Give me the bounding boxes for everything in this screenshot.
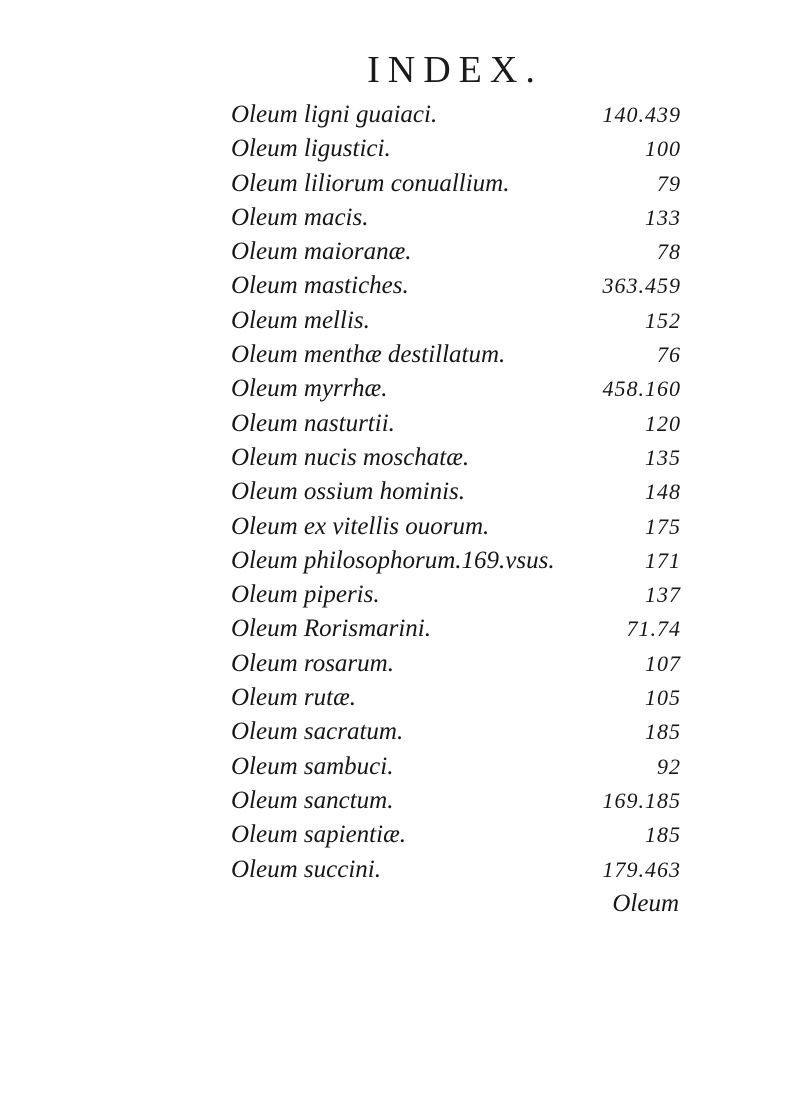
entry-page-ref: 175 [645,513,681,539]
entry-page-ref: 120 [645,410,681,436]
entry-name: Oleum philosophorum.169.vsus. [231,546,555,574]
index-entry [231,715,691,749]
index-entry [231,372,691,406]
entry-page-ref: 133 [645,204,681,230]
index-entry [231,475,691,509]
index-list [231,98,691,887]
entry-page-ref: 152 [645,307,681,333]
catchword: Oleum [612,890,679,917]
entry-page-ref: 76 [657,342,681,368]
entry-name: Oleum macis. [231,203,369,231]
entry-name: Oleum ossium hominis. [231,478,466,506]
entry-page-ref: 105 [645,685,681,711]
index-entry [231,338,691,372]
entry-name: Oleum nucis moschatæ. [231,443,470,471]
entry-page-ref: 185 [645,822,681,848]
entry-page-ref: 458.160 [602,376,681,402]
page-heading: INDEX. [367,49,543,91]
entry-page-ref: 135 [645,444,681,470]
entry-name: Oleum piperis. [231,581,380,609]
index-entry [231,784,691,818]
entry-name: Oleum maioranæ. [231,238,412,266]
index-entry [231,167,691,201]
entry-name: Oleum Rorismarini. [231,615,431,643]
entry-name: Oleum ligustici. [231,135,391,163]
index-entry [231,441,691,475]
entry-page-ref: 363.459 [602,273,681,299]
index-entry [231,612,691,646]
entry-name: Oleum myrrhæ. [231,375,388,403]
entry-name: Oleum rosarum. [231,649,394,677]
index-entry [231,132,691,166]
index-entry [231,269,691,303]
entry-name: Oleum ligni guaiaci. [231,101,438,128]
index-entry [231,407,691,441]
index-entry [231,544,691,578]
entry-name: Oleum sapientiæ. [231,821,406,849]
entry-name: Oleum sacratum. [231,718,404,746]
index-entry [231,201,691,235]
entry-name: Oleum menthæ destillatum. [231,341,506,369]
index-entry [231,304,691,338]
entry-name: Oleum succini. [231,855,381,883]
entry-name: Oleum sanctum. [231,786,394,814]
index-entry [231,578,691,612]
entry-name: Oleum rutæ. [231,684,356,712]
entry-name: Oleum ex vitellis ouorum. [231,512,490,540]
index-entry [231,235,691,269]
entry-page-ref: 78 [657,239,681,265]
index-entry [231,681,691,715]
entry-page-ref: 100 [645,136,681,162]
index-entry [231,647,691,681]
entry-page-ref: 92 [657,753,681,779]
entry-name: Oleum liliorum conuallium. [231,169,510,197]
entry-page-ref: 171 [645,547,681,573]
entry-page-ref: 169.185 [602,787,681,813]
index-entry [231,510,691,544]
entry-page-ref: 79 [657,170,681,196]
entry-page-ref: 148 [645,479,681,505]
index-entry [231,750,691,784]
entry-name: Oleum mellis. [231,306,370,334]
entry-page-ref: 71.74 [626,616,681,642]
entry-name: Oleum mastiches. [231,272,409,300]
entry-name: Oleum sambuci. [231,752,394,780]
entry-page-ref: 137 [645,582,681,608]
entry-page-ref: 140.439 [602,102,681,127]
index-entry [231,853,691,887]
entry-page-ref: 185 [645,719,681,745]
entry-page-ref: 107 [645,650,681,676]
index-entry [231,98,691,132]
entry-name: Oleum nasturtii. [231,409,395,437]
index-entry [231,818,691,852]
entry-page-ref: 179.463 [602,856,681,882]
